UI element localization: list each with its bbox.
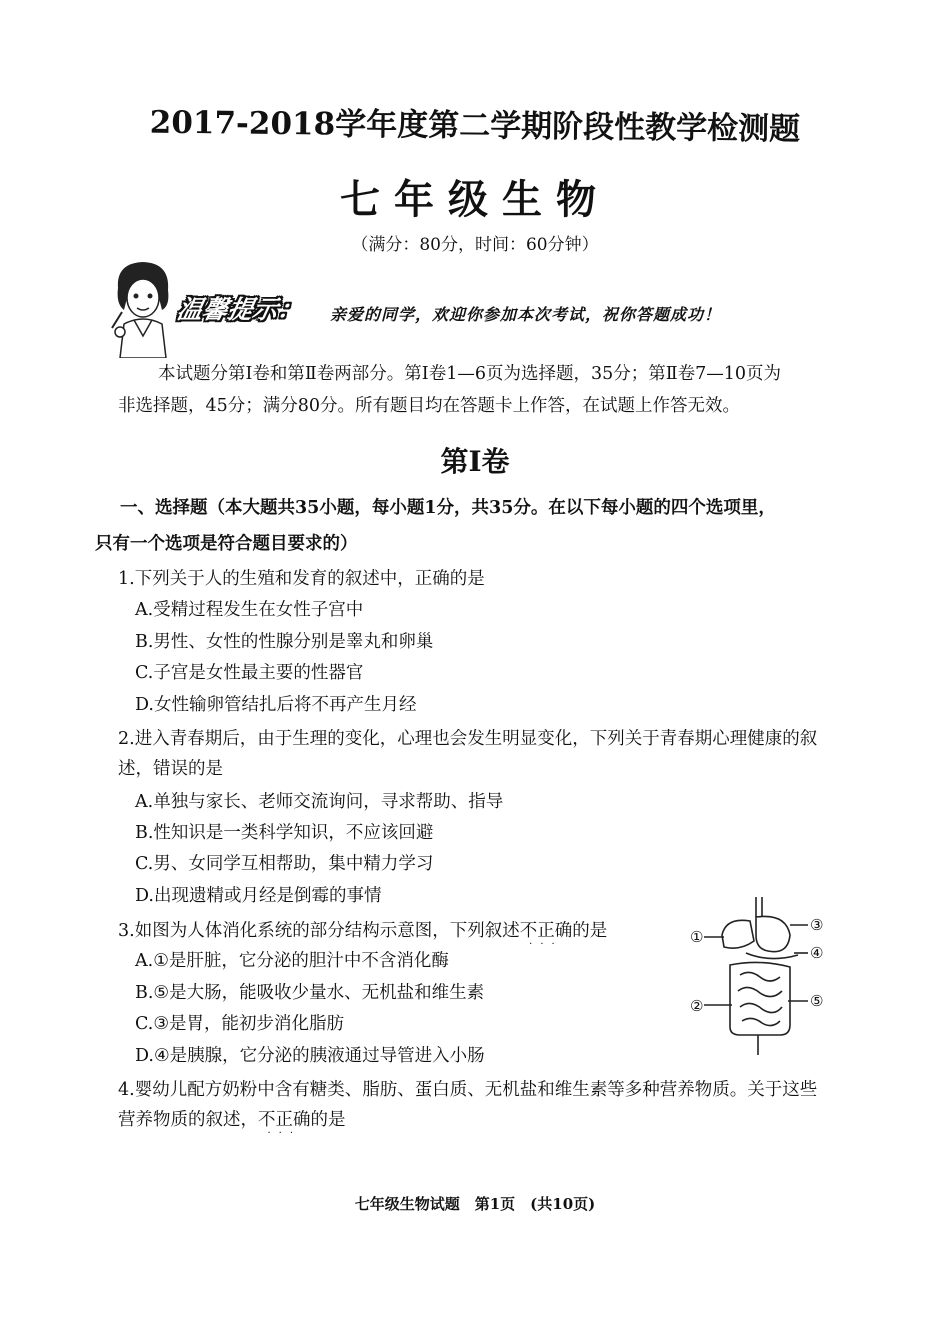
- question-2-option-d: D.出现遗精或月经是倒霉的事情: [135, 886, 382, 906]
- score-time-note: （满分：80分，时间：60分钟）: [351, 235, 599, 255]
- exam-title: 2017-2018学年度第二学期阶段性教学检测题: [149, 104, 801, 148]
- question-3-emphasis-text: 不正确: [519, 921, 573, 941]
- stomach-shape: [756, 916, 790, 951]
- diagram-label-5: ⑤: [810, 992, 824, 1010]
- page-footer: 七年级生物试题 第1页 (共10页): [354, 1195, 596, 1213]
- question-3-stem: [118, 917, 608, 950]
- question-3-option-a: A.①是肝脏，它分泌的胆汁中不含消化酶: [135, 951, 449, 971]
- subject-title: 七年级生物: [340, 176, 610, 223]
- question-1-option-c: C.子宫是女性最主要的性器官: [135, 663, 364, 683]
- question-4-stem-pre: 营养物质的叙述，: [118, 1110, 258, 1130]
- intro-line-2: 非选择题，45分；满分80分。所有题目均在答题卡上作答，在试题上作答无效。: [118, 396, 741, 416]
- diagram-label-3: ③: [810, 916, 824, 934]
- teacher-cartoon-icon: [108, 258, 178, 358]
- diagram-label-2: ②: [690, 997, 704, 1015]
- section-instruction-2: 只有一个选项是符合题目要求的）: [95, 534, 358, 554]
- liver-shape: [722, 920, 754, 948]
- question-4-stem-line-2: [118, 1106, 346, 1139]
- section-title: 第Ⅰ卷: [440, 445, 510, 478]
- question-2-option-c: C.男、女同学互相帮助，集中精力学习: [135, 854, 434, 874]
- question-3-option-b: B.⑤是大肠，能吸收少量水、无机盐和维生素: [135, 983, 485, 1003]
- question-4-stem-post: 的是: [310, 1110, 346, 1130]
- intro-line-1: 本试题分第Ⅰ卷和第Ⅱ卷两部分。第Ⅰ卷1—6页为选择题，35分；第Ⅱ卷7—10页为: [158, 364, 782, 384]
- tip-label: 温馨提示：: [174, 295, 306, 324]
- large-intestine-shape: [730, 962, 790, 1035]
- question-4-stem-line-1: 4.婴幼儿配方奶粉中含有糖类、脂肪、蛋白质、无机盐和维生素等多种营养物质。关于这些: [118, 1080, 818, 1100]
- question-4-emphasis: [258, 1110, 311, 1139]
- question-1-stem: 1.下列关于人的生殖和发育的叙述中，正确的是: [118, 569, 485, 589]
- question-2-stem-line-1: 2.进入青春期后，由于生理的变化，心理也会发生明显变化，下列关于青春期心理健康的叙: [118, 729, 818, 749]
- question-4-emphasis-text: 不正确: [258, 1110, 311, 1130]
- tip-message: 亲爱的同学，欢迎你参加本次考试，祝你答题成功！: [330, 305, 722, 324]
- question-1-option-b: B.男性、女性的性腺分别是睾丸和卵巢: [135, 632, 434, 652]
- question-1-option-a: A.受精过程发生在女性子宫中: [135, 600, 364, 620]
- question-3-emphasis: [519, 921, 573, 950]
- question-1-option-d: D.女性输卵管结扎后将不再产生月经: [135, 695, 417, 715]
- emphasis-dots: ···: [267, 1128, 302, 1139]
- small-intestine-shape: [738, 972, 782, 1025]
- question-2-option-b: B.性知识是一类科学知识，不应该回避: [135, 823, 434, 843]
- pancreas-shape: [746, 953, 798, 959]
- emphasis-dots: ···: [529, 939, 563, 950]
- digestive-system-diagram: [690, 895, 830, 1060]
- question-3-stem-pre: 3.如图为人体消化系统的部分结构示意图，下列叙述: [118, 921, 520, 941]
- question-3-option-c: C.③是胃，能初步消化脂肪: [135, 1014, 345, 1034]
- question-3-option-d: D.④是胰腺，它分泌的胰液通过导管进入小肠: [135, 1046, 485, 1066]
- diagram-label-4: ④: [810, 944, 824, 962]
- diagram-label-1: ①: [690, 928, 704, 946]
- question-3-stem-post: 的是: [572, 921, 608, 941]
- section-instruction-1: 一、选择题（本大题共35小题，每小题1分，共35分。在以下每小题的四个选项里，: [120, 498, 776, 518]
- esophagus-shape: [756, 897, 762, 917]
- question-2-option-a: A.单独与家长、老师交流询问，寻求帮助、指导: [135, 792, 504, 812]
- question-2-stem-line-2: 述，错误的是: [118, 759, 223, 779]
